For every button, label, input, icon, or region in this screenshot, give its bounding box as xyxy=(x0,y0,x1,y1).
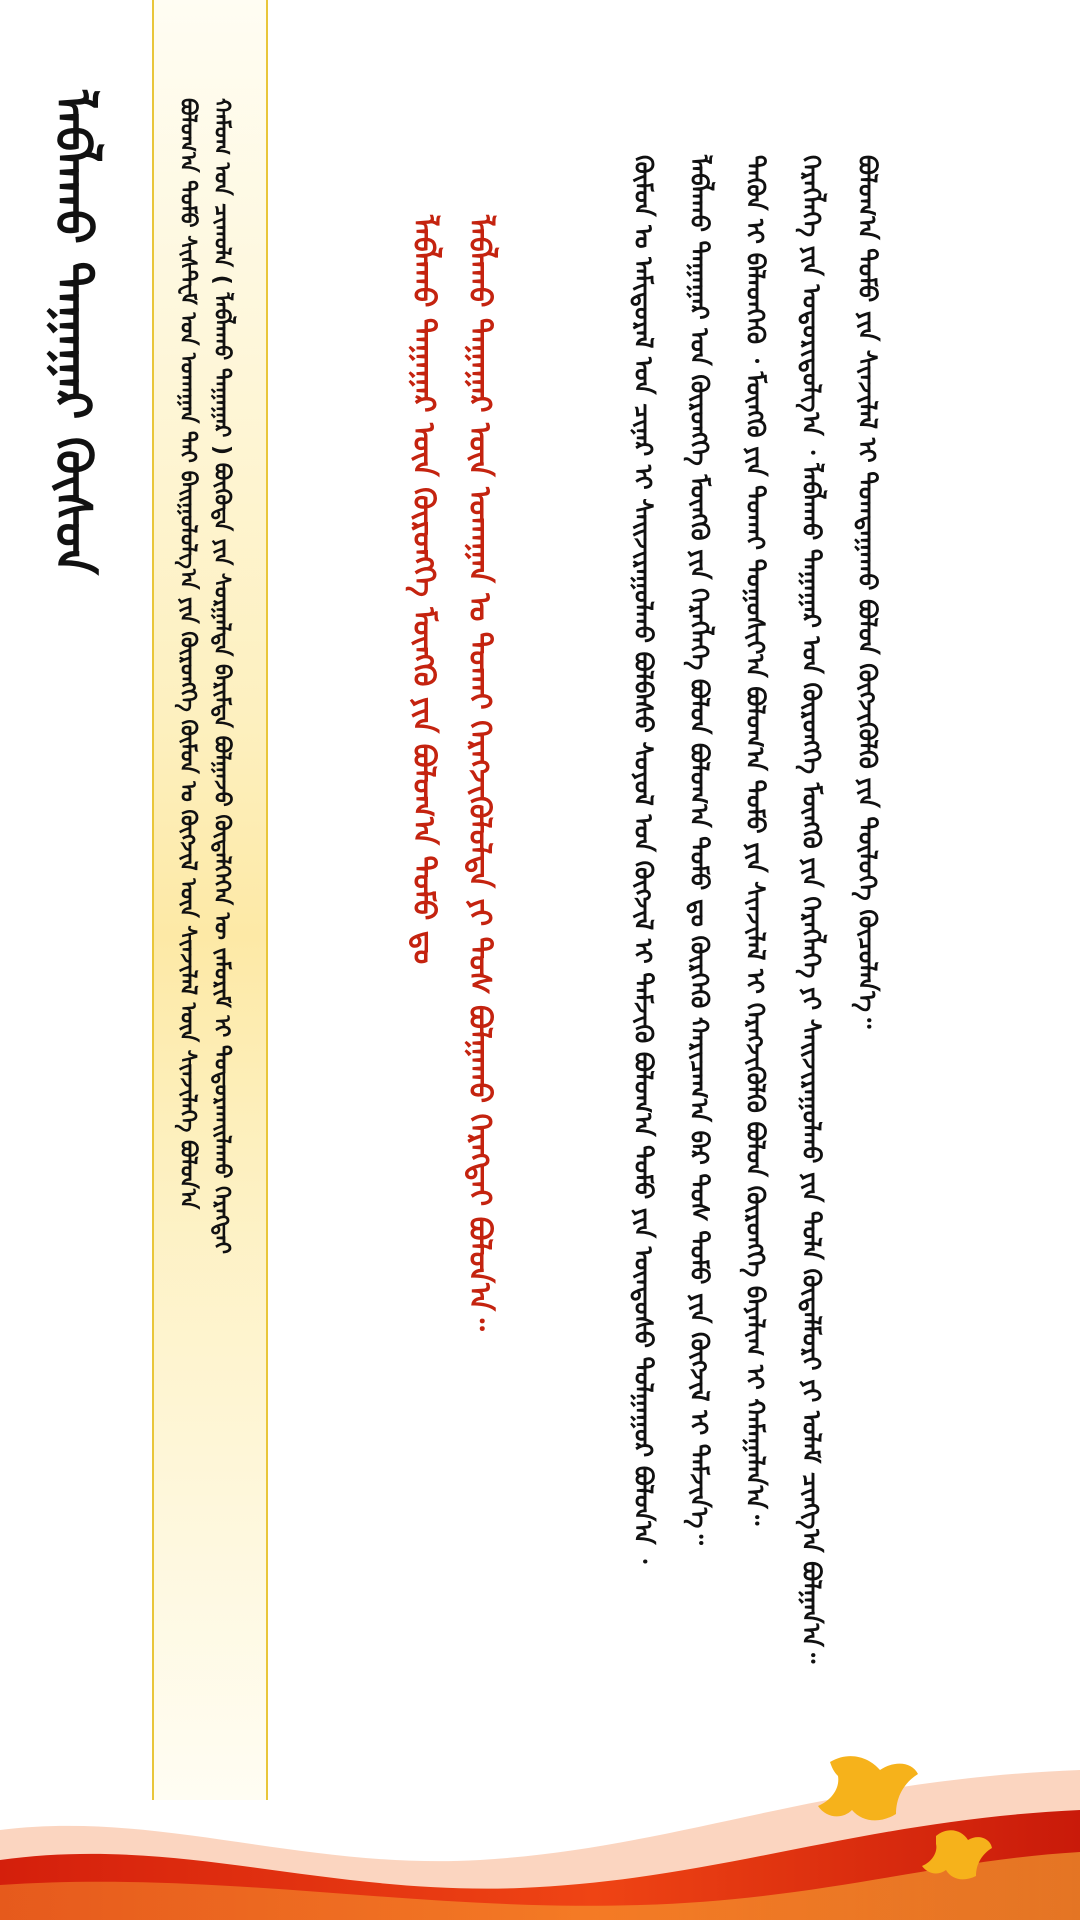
page-title: ᠯᠠᠪᠯᠠᠬᠤ ᠳᠠᠭᠠᠭᠠᠷ ᠬᠦᠰᠦᠨ xyxy=(44,90,102,575)
intro-text xyxy=(170,98,238,1658)
body-line: ᠬᠦᠮᠦᠨ ᠤ ᠠᠮᠢᠳᠤᠷᠠᠯ ᠤᠨ ᠴᠢᠨᠠᠷ ᠢ ᠰᠠᠢᠵᠢᠷᠠᠭᠤᠯᠬᠤ ᠪᠤᠯᠪᠠᠰᠤ ᠰᠣᠶᠤᠯ ᠤᠨ ᠬᠥᠭᠵᠢᠯ ᠢ ᠳᠡᠮᠵᠢᠬᠦ ᠪᠤᠯᠤᠭ᠎ᠠ ᠲᠤᠮᠤ ᠶᠢᠨ ᠦᠨᠳᠦᠰᠦ ᠲᠤᠯᠭᠠᠭᠤᠷ ᠪᠤᠯᠤᠨ᠎ᠠ ᠂ xyxy=(629,155,658,1564)
body-line: ᠬᠡᠷᠡᠭᠯᠡᠭᠡ ᠶᠢᠨ ᠤᠳᠤᠷᠢᠳᠤᠯᠭ᠎ᠠ ᠂ ᠯᠠᠪᠯᠠᠬᠤ ᠳᠠᠭᠠᠭᠠᠷ ᠤᠨ ᠬᠥᠷᠦᠩᠭᠡ ᠮᠥᠩᠭᠥ ᠶᠢᠨ ᠬᠡᠷᠡᠭᠯᠡᠭᠡ ᠶᠢ ᠰᠠᠢᠵᠢᠷᠠᠭᠤᠯᠬᠤ ᠶᠢᠨ ᠲᠤᠯᠠ ᠬᠥᠳᠡᠯᠮᠦᠷᠢ ᠶᠢ ᠤᠯᠠᠮ ᠴᠢᠩᠭ᠎ᠠ ᠪᠤᠯᠭᠠᠨ᠎ᠠ᠃ xyxy=(797,155,826,1664)
quote-line: ᠯᠠᠪᠯᠠᠬᠤ ᠳᠠᠭᠠᠭᠠᠷ ᠦᠨ ᠬᠥᠷᠦᠩᠭᠡ ᠮᠥᠩᠭᠥ ᠶᠢᠨ ᠪᠤᠯᠤᠭ᠎ᠠ ᠲᠤᠮᠤ ᠳᠤ xyxy=(406,215,441,965)
intro-line: ᠪᠤᠯᠤᠭ᠎ᠠ ᠲᠤᠮᠤ ᠰᠢᠰᠲ᠋ᠧᠮ ᠤᠨ ᠤᠬᠠᠭᠠᠨ ᠲᠠᠢ ᠪᠠᠢᠭᠤᠯᠤᠯᠭ᠎ᠠ ᠶᠢᠨ ᠬᠥᠷᠦᠩᠭᠡ ᠬᠥᠮᠦᠨ ᠤ ᠬᠥᠭᠵᠢᠯ ᠦᠨ ᠰᠢᠨᠵᠢᠯᠡᠯ ᠦᠨ ᠰᠢᠨᠵᠢᠯᠡᠭᠡ ᠪᠤᠯᠤᠨ᠎ᠠ xyxy=(175,98,200,1210)
footer-wave xyxy=(0,1740,1080,1920)
body-line: ᠯᠠᠪᠯᠠᠬᠤ ᠳᠠᠭᠠᠭᠠᠷ ᠤᠨ ᠬᠥᠷᠦᠩᠭᠡ ᠮᠥᠩᠭᠥ ᠶᠢᠨ ᠬᠡᠷᠡᠭᠯᠡᠭᠡ ᠪᠤᠯᠤᠨ ᠪᠤᠯᠤᠭ᠎ᠠ ᠲᠤᠮᠤ ᠳᠤ ᠬᠦᠷᠭᠡᠬᠦ ᠬᠠᠷᠢᠴᠠᠭ᠎ᠠ ᠪᠠᠷ ᠲᠤᠰ ᠲᠤᠮᠤ ᠶᠢᠨ ᠬᠥᠭᠵᠢᠯ ᠢ ᠳᠡᠮᠵᠢᠨ᠎ᠡ᠃ xyxy=(685,155,714,1545)
body-line: ᠲᠡᠭᠦᠨ ᠢ ᠪᠡᠯᠡᠳᠬᠡᠬᠦ ᠂ ᠮᠥᠩᠭᠥ ᠶᠢᠨ ᠲᠤᠬᠠᠢ ᠲᠤᠭᠤᠰᠢᠶ᠎ᠠ ᠪᠤᠯᠤᠭ᠎ᠠ ᠲᠤᠮᠤ ᠶᠢᠨ ᠰᠢᠨᠵᠢᠯᠡᠯ ᠢ ᠬᠡᠷᠡᠭᠵᠢᠭᠦᠯᠬᠦ ᠪᠤᠯᠤᠨ ᠬᠥᠷᠦᠩᠭᠡ ᠪᠠᠶᠠᠯᠢᠭ ᠢ ᠬᠠᠮᠠᠭᠠᠯᠠᠨ᠎ᠠ᠃ xyxy=(741,155,770,1526)
body-line: ᠪᠤᠯᠤᠭ᠎ᠠ ᠲᠤᠮᠤ ᠶᠢᠨ ᠰᠢᠨᠵᠢᠯᠡᠯ ᠢ ᠲᠤᠭᠲᠠᠭᠠᠬᠤ ᠪᠤᠯᠤᠨ ᠬᠥᠭᠵᠢᠭᠦᠯᠬᠦ ᠶᠢᠨ ᠲᠥᠯᠦᠭᠡ ᠬᠦᠴᠦᠯᠡᠨ᠎ᠡ᠃ xyxy=(853,155,882,1029)
body-paragraph xyxy=(615,155,895,1755)
quote-line: ᠯᠠᠪᠯᠠᠬᠤ ᠳᠠᠭᠠᠭᠠᠷ ᠦᠨ ᠤᠬᠠᠭᠠᠨ ᠤ ᠲᠤᠬᠠᠢ ᠬᠡᠷᠡᠭᠵᠢᠭᠦᠯᠦᠯᠲᠡ ᠶᠢ ᠲᠤᠰ ᠪᠤᠯᠭᠠᠬᠤ ᠬᠡᠷᠡᠭᠲᠡᠢ ᠪᠤᠯᠤᠨ᠎ᠠ᠃ xyxy=(462,215,497,1331)
highlight-quote xyxy=(395,215,507,1355)
intro-line: ᠬᠠᠮᠤᠭ ᠤᠨ ᠴᠢᠬᠤᠯᠠ ( ᠯᠠᠪᠯᠠᠬᠤ ᠳᠠᠭᠠᠭᠠᠷ ) ᠪᠦᠭᠦᠳᠡ ᠶᠢᠨ ᠰᠤᠷᠭᠠᠯᠲᠠ ᠪᠠᠷᠢᠮᠲᠠ ᠪᠤᠯᠭᠠᠵᠤ ᠬᠥᠳᠡᠯᠭᠡᠭᠡᠨ ᠦ ᠵᠠᠮᠤᠷᠢᠮ ᠢ ᠲᠤᠳᠤᠷᠬᠠᠢᠯᠠᠬᠤ ᠬᠡᠷᠡᠭᠲᠡᠢ xyxy=(209,98,234,1254)
